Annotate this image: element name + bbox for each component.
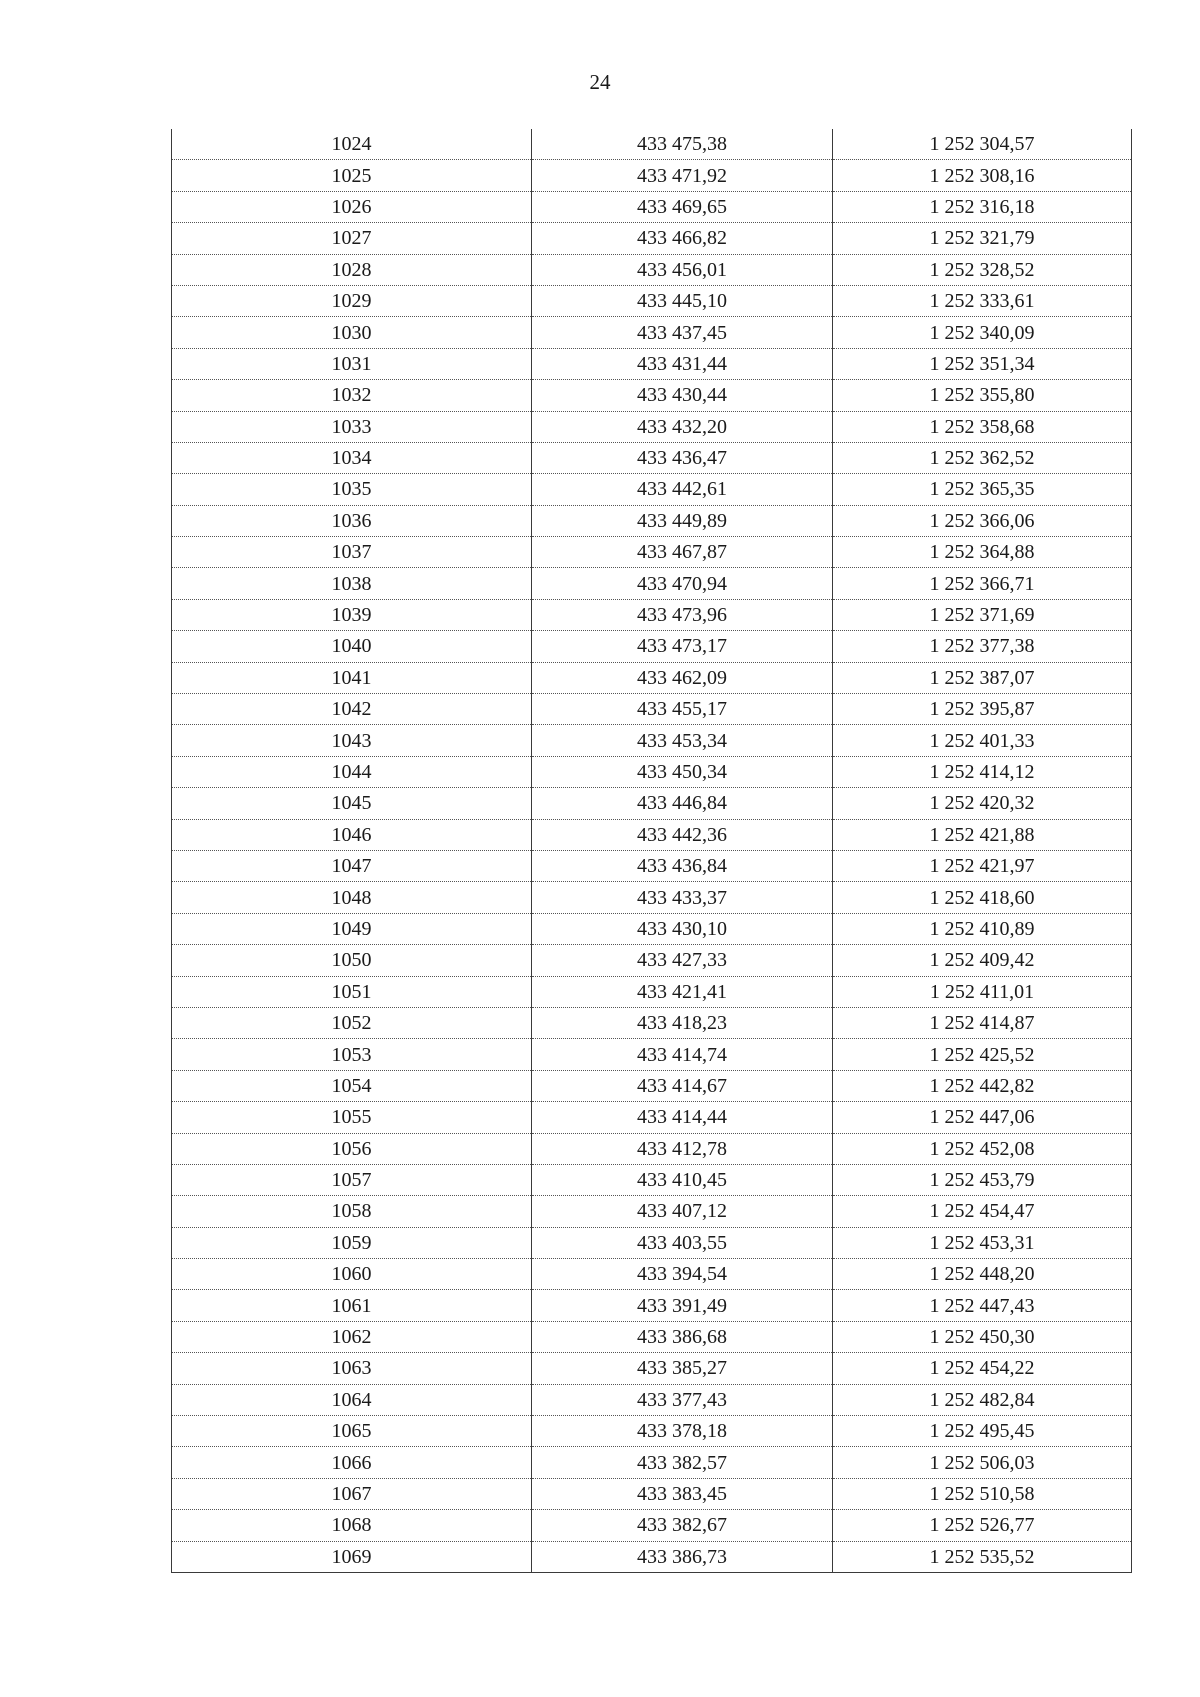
y-coordinate-cell: 1 252 377,38 bbox=[833, 631, 1132, 662]
x-coordinate-cell: 433 456,01 bbox=[532, 254, 833, 285]
y-coordinate-cell: 1 252 506,03 bbox=[833, 1447, 1132, 1478]
table-row bbox=[172, 348, 1132, 379]
point-number-cell: 1046 bbox=[172, 819, 532, 850]
y-coordinate-cell: 1 252 410,89 bbox=[833, 913, 1132, 944]
y-coordinate-cell: 1 252 304,57 bbox=[833, 129, 1132, 160]
table-row bbox=[172, 317, 1132, 348]
point-number-cell: 1059 bbox=[172, 1227, 532, 1258]
table-row bbox=[172, 694, 1132, 725]
x-coordinate-cell: 433 386,73 bbox=[532, 1541, 833, 1572]
x-coordinate-cell: 433 471,92 bbox=[532, 160, 833, 191]
y-coordinate-cell: 1 252 453,79 bbox=[833, 1164, 1132, 1195]
point-number-cell: 1058 bbox=[172, 1196, 532, 1227]
point-number-cell: 1043 bbox=[172, 725, 532, 756]
table-row bbox=[172, 945, 1132, 976]
y-coordinate-cell: 1 252 535,52 bbox=[833, 1541, 1132, 1572]
y-coordinate-cell: 1 252 421,88 bbox=[833, 819, 1132, 850]
point-number-cell: 1040 bbox=[172, 631, 532, 662]
y-coordinate-cell: 1 252 401,33 bbox=[833, 725, 1132, 756]
table-row bbox=[172, 1164, 1132, 1195]
x-coordinate-cell: 433 421,41 bbox=[532, 976, 833, 1007]
y-coordinate-cell: 1 252 414,12 bbox=[833, 756, 1132, 787]
x-coordinate-cell: 433 442,36 bbox=[532, 819, 833, 850]
x-coordinate-cell: 433 414,44 bbox=[532, 1102, 833, 1133]
y-coordinate-cell: 1 252 448,20 bbox=[833, 1259, 1132, 1290]
table-row bbox=[172, 1384, 1132, 1415]
table-row bbox=[172, 254, 1132, 285]
x-coordinate-cell: 433 450,34 bbox=[532, 756, 833, 787]
table-row bbox=[172, 1039, 1132, 1070]
y-coordinate-cell: 1 252 526,77 bbox=[833, 1510, 1132, 1541]
x-coordinate-cell: 433 467,87 bbox=[532, 537, 833, 568]
point-number-cell: 1053 bbox=[172, 1039, 532, 1070]
table-row bbox=[172, 1070, 1132, 1101]
y-coordinate-cell: 1 252 420,32 bbox=[833, 788, 1132, 819]
point-number-cell: 1024 bbox=[172, 129, 532, 160]
point-number-cell: 1065 bbox=[172, 1416, 532, 1447]
table-row bbox=[172, 819, 1132, 850]
x-coordinate-cell: 433 462,09 bbox=[532, 662, 833, 693]
y-coordinate-cell: 1 252 442,82 bbox=[833, 1070, 1132, 1101]
y-coordinate-cell: 1 252 366,06 bbox=[833, 505, 1132, 536]
y-coordinate-cell: 1 252 358,68 bbox=[833, 411, 1132, 442]
table-row bbox=[172, 1133, 1132, 1164]
x-coordinate-cell: 433 407,12 bbox=[532, 1196, 833, 1227]
point-number-cell: 1045 bbox=[172, 788, 532, 819]
y-coordinate-cell: 1 252 418,60 bbox=[833, 882, 1132, 913]
x-coordinate-cell: 433 430,10 bbox=[532, 913, 833, 944]
table-row bbox=[172, 882, 1132, 913]
point-number-cell: 1051 bbox=[172, 976, 532, 1007]
point-number-cell: 1027 bbox=[172, 223, 532, 254]
x-coordinate-cell: 433 475,38 bbox=[532, 129, 833, 160]
x-coordinate-cell: 433 403,55 bbox=[532, 1227, 833, 1258]
y-coordinate-cell: 1 252 510,58 bbox=[833, 1478, 1132, 1509]
table-row bbox=[172, 191, 1132, 222]
table-row bbox=[172, 599, 1132, 630]
table-row bbox=[172, 725, 1132, 756]
x-coordinate-cell: 433 414,74 bbox=[532, 1039, 833, 1070]
table-row bbox=[172, 1290, 1132, 1321]
table-row bbox=[172, 1478, 1132, 1509]
table-row bbox=[172, 1321, 1132, 1352]
x-coordinate-cell: 433 378,18 bbox=[532, 1416, 833, 1447]
point-number-cell: 1060 bbox=[172, 1259, 532, 1290]
table-row bbox=[172, 285, 1132, 316]
y-coordinate-cell: 1 252 395,87 bbox=[833, 694, 1132, 725]
y-coordinate-cell: 1 252 364,88 bbox=[833, 537, 1132, 568]
point-number-cell: 1035 bbox=[172, 474, 532, 505]
y-coordinate-cell: 1 252 333,61 bbox=[833, 285, 1132, 316]
table-row bbox=[172, 976, 1132, 1007]
table-row bbox=[172, 380, 1132, 411]
x-coordinate-cell: 433 391,49 bbox=[532, 1290, 833, 1321]
y-coordinate-cell: 1 252 328,52 bbox=[833, 254, 1132, 285]
x-coordinate-cell: 433 431,44 bbox=[532, 348, 833, 379]
point-number-cell: 1042 bbox=[172, 694, 532, 725]
page-number: 24 bbox=[589, 70, 611, 94]
point-number-cell: 1034 bbox=[172, 442, 532, 473]
y-coordinate-cell: 1 252 411,01 bbox=[833, 976, 1132, 1007]
y-coordinate-cell: 1 252 450,30 bbox=[833, 1321, 1132, 1352]
point-number-cell: 1032 bbox=[172, 380, 532, 411]
y-coordinate-cell: 1 252 409,42 bbox=[833, 945, 1132, 976]
point-number-cell: 1068 bbox=[172, 1510, 532, 1541]
point-number-cell: 1055 bbox=[172, 1102, 532, 1133]
x-coordinate-cell: 433 410,45 bbox=[532, 1164, 833, 1195]
point-number-cell: 1026 bbox=[172, 191, 532, 222]
point-number-cell: 1028 bbox=[172, 254, 532, 285]
table-row bbox=[172, 1416, 1132, 1447]
table-row bbox=[172, 129, 1132, 160]
x-coordinate-cell: 433 469,65 bbox=[532, 191, 833, 222]
table-row bbox=[172, 411, 1132, 442]
table-row bbox=[172, 850, 1132, 881]
y-coordinate-cell: 1 252 452,08 bbox=[833, 1133, 1132, 1164]
point-number-cell: 1061 bbox=[172, 1290, 532, 1321]
y-coordinate-cell: 1 252 340,09 bbox=[833, 317, 1132, 348]
table-row bbox=[172, 1102, 1132, 1133]
table-row bbox=[172, 537, 1132, 568]
y-coordinate-cell: 1 252 425,52 bbox=[833, 1039, 1132, 1070]
table-row bbox=[172, 1447, 1132, 1478]
point-number-cell: 1052 bbox=[172, 1007, 532, 1038]
y-coordinate-cell: 1 252 421,97 bbox=[833, 850, 1132, 881]
y-coordinate-cell: 1 252 453,31 bbox=[833, 1227, 1132, 1258]
table-row bbox=[172, 1510, 1132, 1541]
y-coordinate-cell: 1 252 454,47 bbox=[833, 1196, 1132, 1227]
table-row bbox=[172, 662, 1132, 693]
y-coordinate-cell: 1 252 482,84 bbox=[833, 1384, 1132, 1415]
point-number-cell: 1066 bbox=[172, 1447, 532, 1478]
table-row bbox=[172, 568, 1132, 599]
x-coordinate-cell: 433 382,67 bbox=[532, 1510, 833, 1541]
point-number-cell: 1047 bbox=[172, 850, 532, 881]
y-coordinate-cell: 1 252 366,71 bbox=[833, 568, 1132, 599]
table-row bbox=[172, 1541, 1132, 1572]
point-number-cell: 1049 bbox=[172, 913, 532, 944]
point-number-cell: 1025 bbox=[172, 160, 532, 191]
x-coordinate-cell: 433 470,94 bbox=[532, 568, 833, 599]
x-coordinate-cell: 433 442,61 bbox=[532, 474, 833, 505]
y-coordinate-cell: 1 252 387,07 bbox=[833, 662, 1132, 693]
x-coordinate-cell: 433 433,37 bbox=[532, 882, 833, 913]
x-coordinate-cell: 433 436,84 bbox=[532, 850, 833, 881]
table-row bbox=[172, 1259, 1132, 1290]
point-number-cell: 1062 bbox=[172, 1321, 532, 1352]
y-coordinate-cell: 1 252 414,87 bbox=[833, 1007, 1132, 1038]
point-number-cell: 1044 bbox=[172, 756, 532, 787]
x-coordinate-cell: 433 437,45 bbox=[532, 317, 833, 348]
y-coordinate-cell: 1 252 362,52 bbox=[833, 442, 1132, 473]
point-number-cell: 1063 bbox=[172, 1353, 532, 1384]
x-coordinate-cell: 433 418,23 bbox=[532, 1007, 833, 1038]
point-number-cell: 1056 bbox=[172, 1133, 532, 1164]
x-coordinate-cell: 433 455,17 bbox=[532, 694, 833, 725]
x-coordinate-cell: 433 414,67 bbox=[532, 1070, 833, 1101]
x-coordinate-cell: 433 430,44 bbox=[532, 380, 833, 411]
y-coordinate-cell: 1 252 447,43 bbox=[833, 1290, 1132, 1321]
point-number-cell: 1030 bbox=[172, 317, 532, 348]
table-row bbox=[172, 474, 1132, 505]
x-coordinate-cell: 433 446,84 bbox=[532, 788, 833, 819]
y-coordinate-cell: 1 252 495,45 bbox=[833, 1416, 1132, 1447]
point-number-cell: 1050 bbox=[172, 945, 532, 976]
x-coordinate-cell: 433 382,57 bbox=[532, 1447, 833, 1478]
y-coordinate-cell: 1 252 447,06 bbox=[833, 1102, 1132, 1133]
table-row bbox=[172, 505, 1132, 536]
table-row bbox=[172, 223, 1132, 254]
x-coordinate-cell: 433 473,96 bbox=[532, 599, 833, 630]
x-coordinate-cell: 433 412,78 bbox=[532, 1133, 833, 1164]
x-coordinate-cell: 433 436,47 bbox=[532, 442, 833, 473]
point-number-cell: 1038 bbox=[172, 568, 532, 599]
y-coordinate-cell: 1 252 351,34 bbox=[833, 348, 1132, 379]
point-number-cell: 1033 bbox=[172, 411, 532, 442]
x-coordinate-cell: 433 445,10 bbox=[532, 285, 833, 316]
y-coordinate-cell: 1 252 454,22 bbox=[833, 1353, 1132, 1384]
x-coordinate-cell: 433 432,20 bbox=[532, 411, 833, 442]
y-coordinate-cell: 1 252 321,79 bbox=[833, 223, 1132, 254]
point-number-cell: 1067 bbox=[172, 1478, 532, 1509]
point-number-cell: 1069 bbox=[172, 1541, 532, 1572]
y-coordinate-cell: 1 252 371,69 bbox=[833, 599, 1132, 630]
point-number-cell: 1057 bbox=[172, 1164, 532, 1195]
y-coordinate-cell: 1 252 316,18 bbox=[833, 191, 1132, 222]
y-coordinate-cell: 1 252 355,80 bbox=[833, 380, 1132, 411]
point-number-cell: 1029 bbox=[172, 285, 532, 316]
point-number-cell: 1039 bbox=[172, 599, 532, 630]
table-row bbox=[172, 1353, 1132, 1384]
x-coordinate-cell: 433 449,89 bbox=[532, 505, 833, 536]
table-row bbox=[172, 160, 1132, 191]
point-number-cell: 1054 bbox=[172, 1070, 532, 1101]
point-number-cell: 1048 bbox=[172, 882, 532, 913]
coordinates-table bbox=[171, 129, 1132, 1573]
table-row bbox=[172, 1227, 1132, 1258]
x-coordinate-cell: 433 377,43 bbox=[532, 1384, 833, 1415]
x-coordinate-cell: 433 383,45 bbox=[532, 1478, 833, 1509]
table-row bbox=[172, 1007, 1132, 1038]
point-number-cell: 1041 bbox=[172, 662, 532, 693]
table-row bbox=[172, 1196, 1132, 1227]
table-row bbox=[172, 442, 1132, 473]
point-number-cell: 1031 bbox=[172, 348, 532, 379]
x-coordinate-cell: 433 427,33 bbox=[532, 945, 833, 976]
point-number-cell: 1037 bbox=[172, 537, 532, 568]
y-coordinate-cell: 1 252 365,35 bbox=[833, 474, 1132, 505]
table-row bbox=[172, 631, 1132, 662]
table-row bbox=[172, 756, 1132, 787]
x-coordinate-cell: 433 453,34 bbox=[532, 725, 833, 756]
x-coordinate-cell: 433 394,54 bbox=[532, 1259, 833, 1290]
table-row bbox=[172, 788, 1132, 819]
coordinates-table-body bbox=[172, 129, 1132, 1572]
point-number-cell: 1064 bbox=[172, 1384, 532, 1415]
x-coordinate-cell: 433 473,17 bbox=[532, 631, 833, 662]
point-number-cell: 1036 bbox=[172, 505, 532, 536]
table-row bbox=[172, 913, 1132, 944]
x-coordinate-cell: 433 386,68 bbox=[532, 1321, 833, 1352]
x-coordinate-cell: 433 466,82 bbox=[532, 223, 833, 254]
x-coordinate-cell: 433 385,27 bbox=[532, 1353, 833, 1384]
y-coordinate-cell: 1 252 308,16 bbox=[833, 160, 1132, 191]
